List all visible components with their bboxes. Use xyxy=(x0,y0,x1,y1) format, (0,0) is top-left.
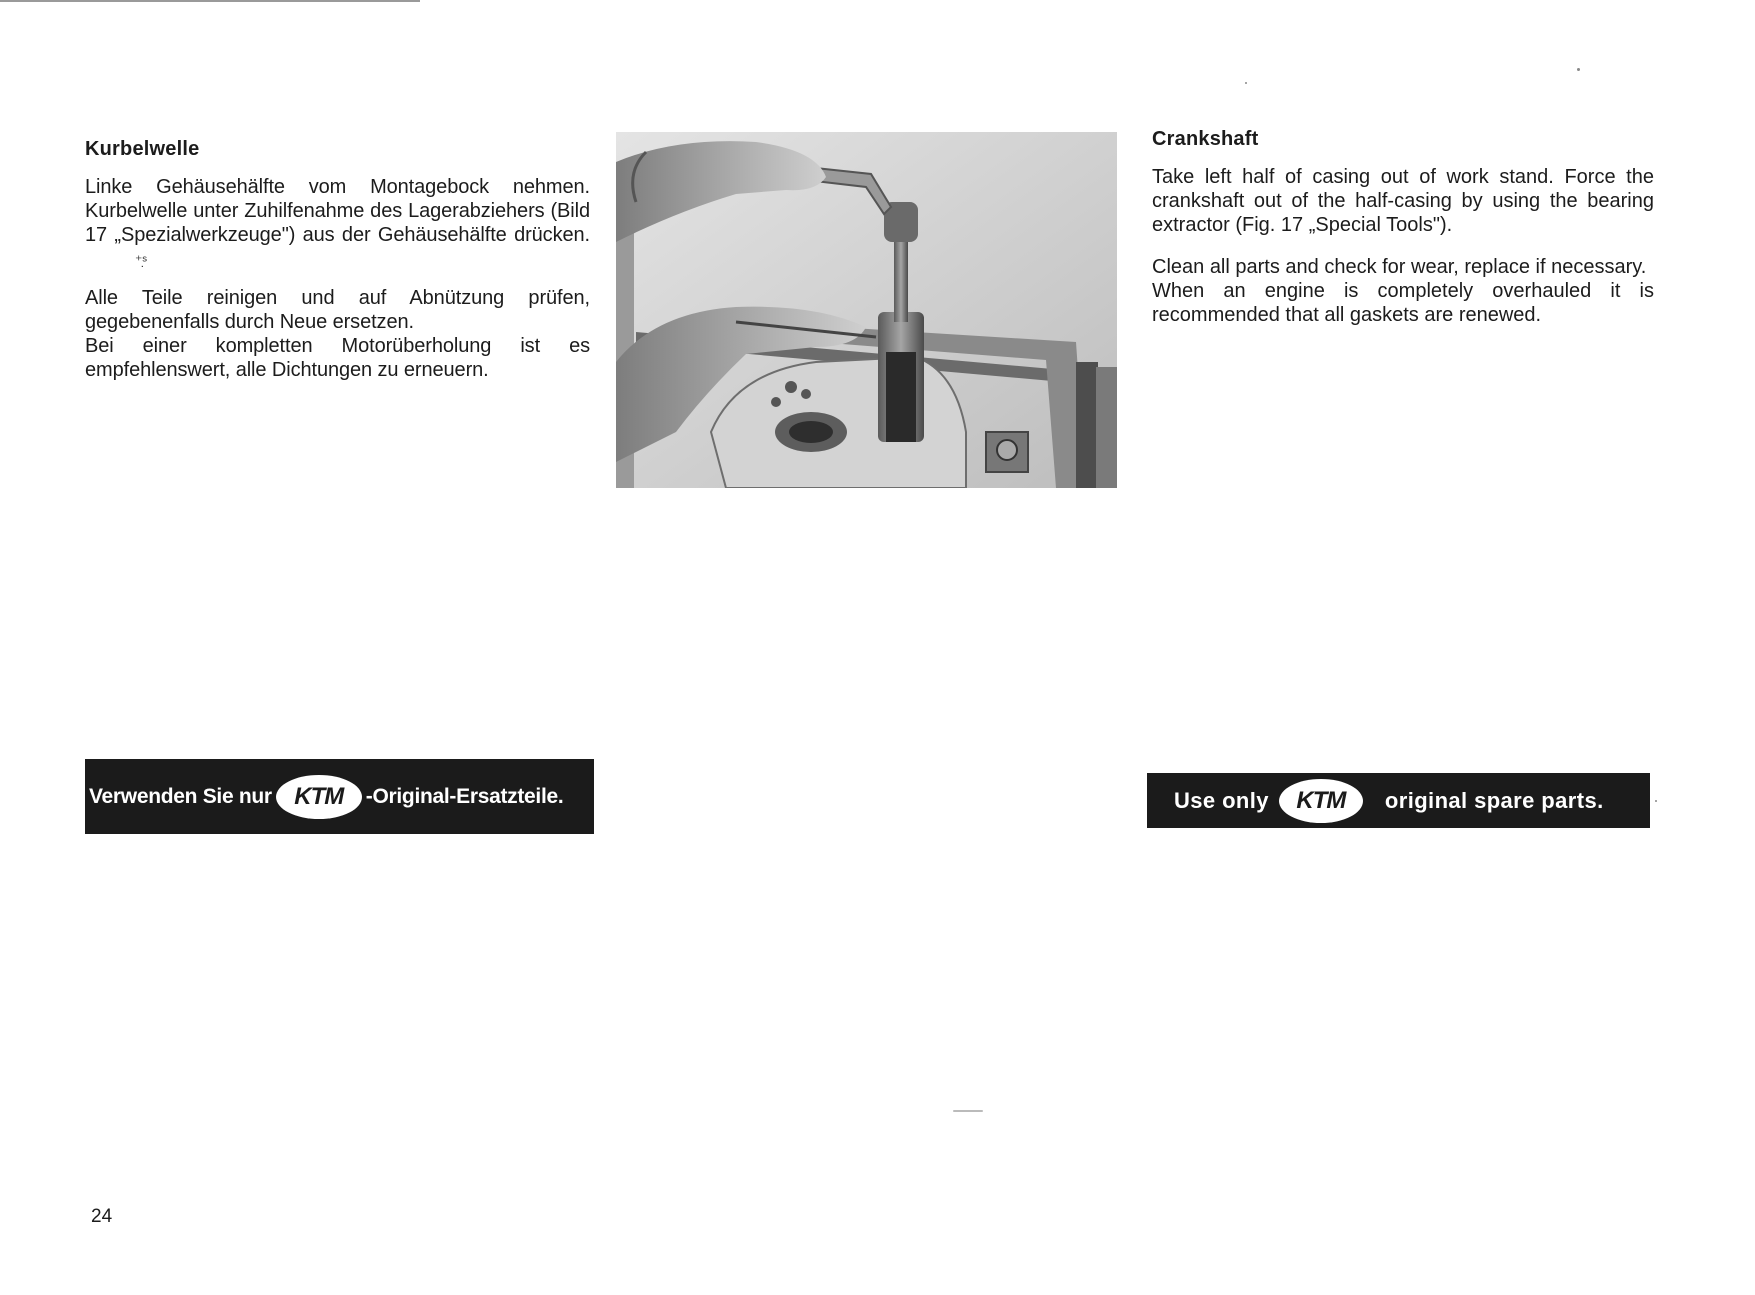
english-banner-suffix: original spare parts. xyxy=(1384,787,1604,813)
scan-speck xyxy=(1245,82,1247,84)
english-paragraph-1: Take left half of casing out of work stand. Force the crankshaft out of the half-casing by using the bearing extractor (Fig. 17 „Special Tools"). xyxy=(1152,166,1654,236)
german-banner-prefix: Verwenden Sie nur xyxy=(89,784,272,808)
german-paragraph-2: Alle Teile reinigen und auf Abnützung prüfen, gegebenenfalls durch Neue ersetzen. xyxy=(85,287,590,333)
german-paragraph-3: Bei einer kompletten Motorüberholung ist es empfehlenswert, alle Dichtungen zu erneuern. xyxy=(85,335,590,381)
english-paragraph-2: Clean all parts and check for wear, replace if necessary. xyxy=(1152,256,1647,278)
german-banner-suffix: -Original-Ersatzteile. xyxy=(365,784,564,808)
german-section xyxy=(85,138,590,396)
english-paragraph-3: When an engine is completely overhauled it is recommended that all gaskets are renewed. xyxy=(1152,280,1654,326)
scan-speck xyxy=(1655,800,1657,802)
german-paragraph-1 xyxy=(85,175,590,272)
german-paragraph-1-text: Linke Gehäusehälfte vom Montagebock nehmen. Kurbelwelle unter Zuhilfenahme des Lagerabziehers (Bild 17 „Spezialwerkzeuge") aus der Gehäusehälfte drücken. xyxy=(85,176,590,246)
english-banner-prefix: Use only xyxy=(1174,787,1269,813)
page-number: 24 xyxy=(91,1206,113,1227)
top-rule xyxy=(0,0,420,2)
ktm-logo: KTM xyxy=(276,775,362,819)
ktm-logo: KTM xyxy=(1279,779,1363,823)
english-heading: Crankshaft xyxy=(1152,128,1259,150)
german-heading: Kurbelwelle xyxy=(85,138,200,160)
scan-speck xyxy=(1577,68,1580,71)
crankshaft-extraction-photo xyxy=(616,132,1117,488)
english-section xyxy=(1152,128,1654,341)
german-spare-parts-banner xyxy=(85,759,594,834)
photo-illustration xyxy=(616,132,1117,488)
scan-speck xyxy=(953,1110,983,1112)
ink-mark-icon: ⁺ˢ̣ xyxy=(135,252,147,268)
english-spare-parts-banner xyxy=(1147,773,1650,828)
